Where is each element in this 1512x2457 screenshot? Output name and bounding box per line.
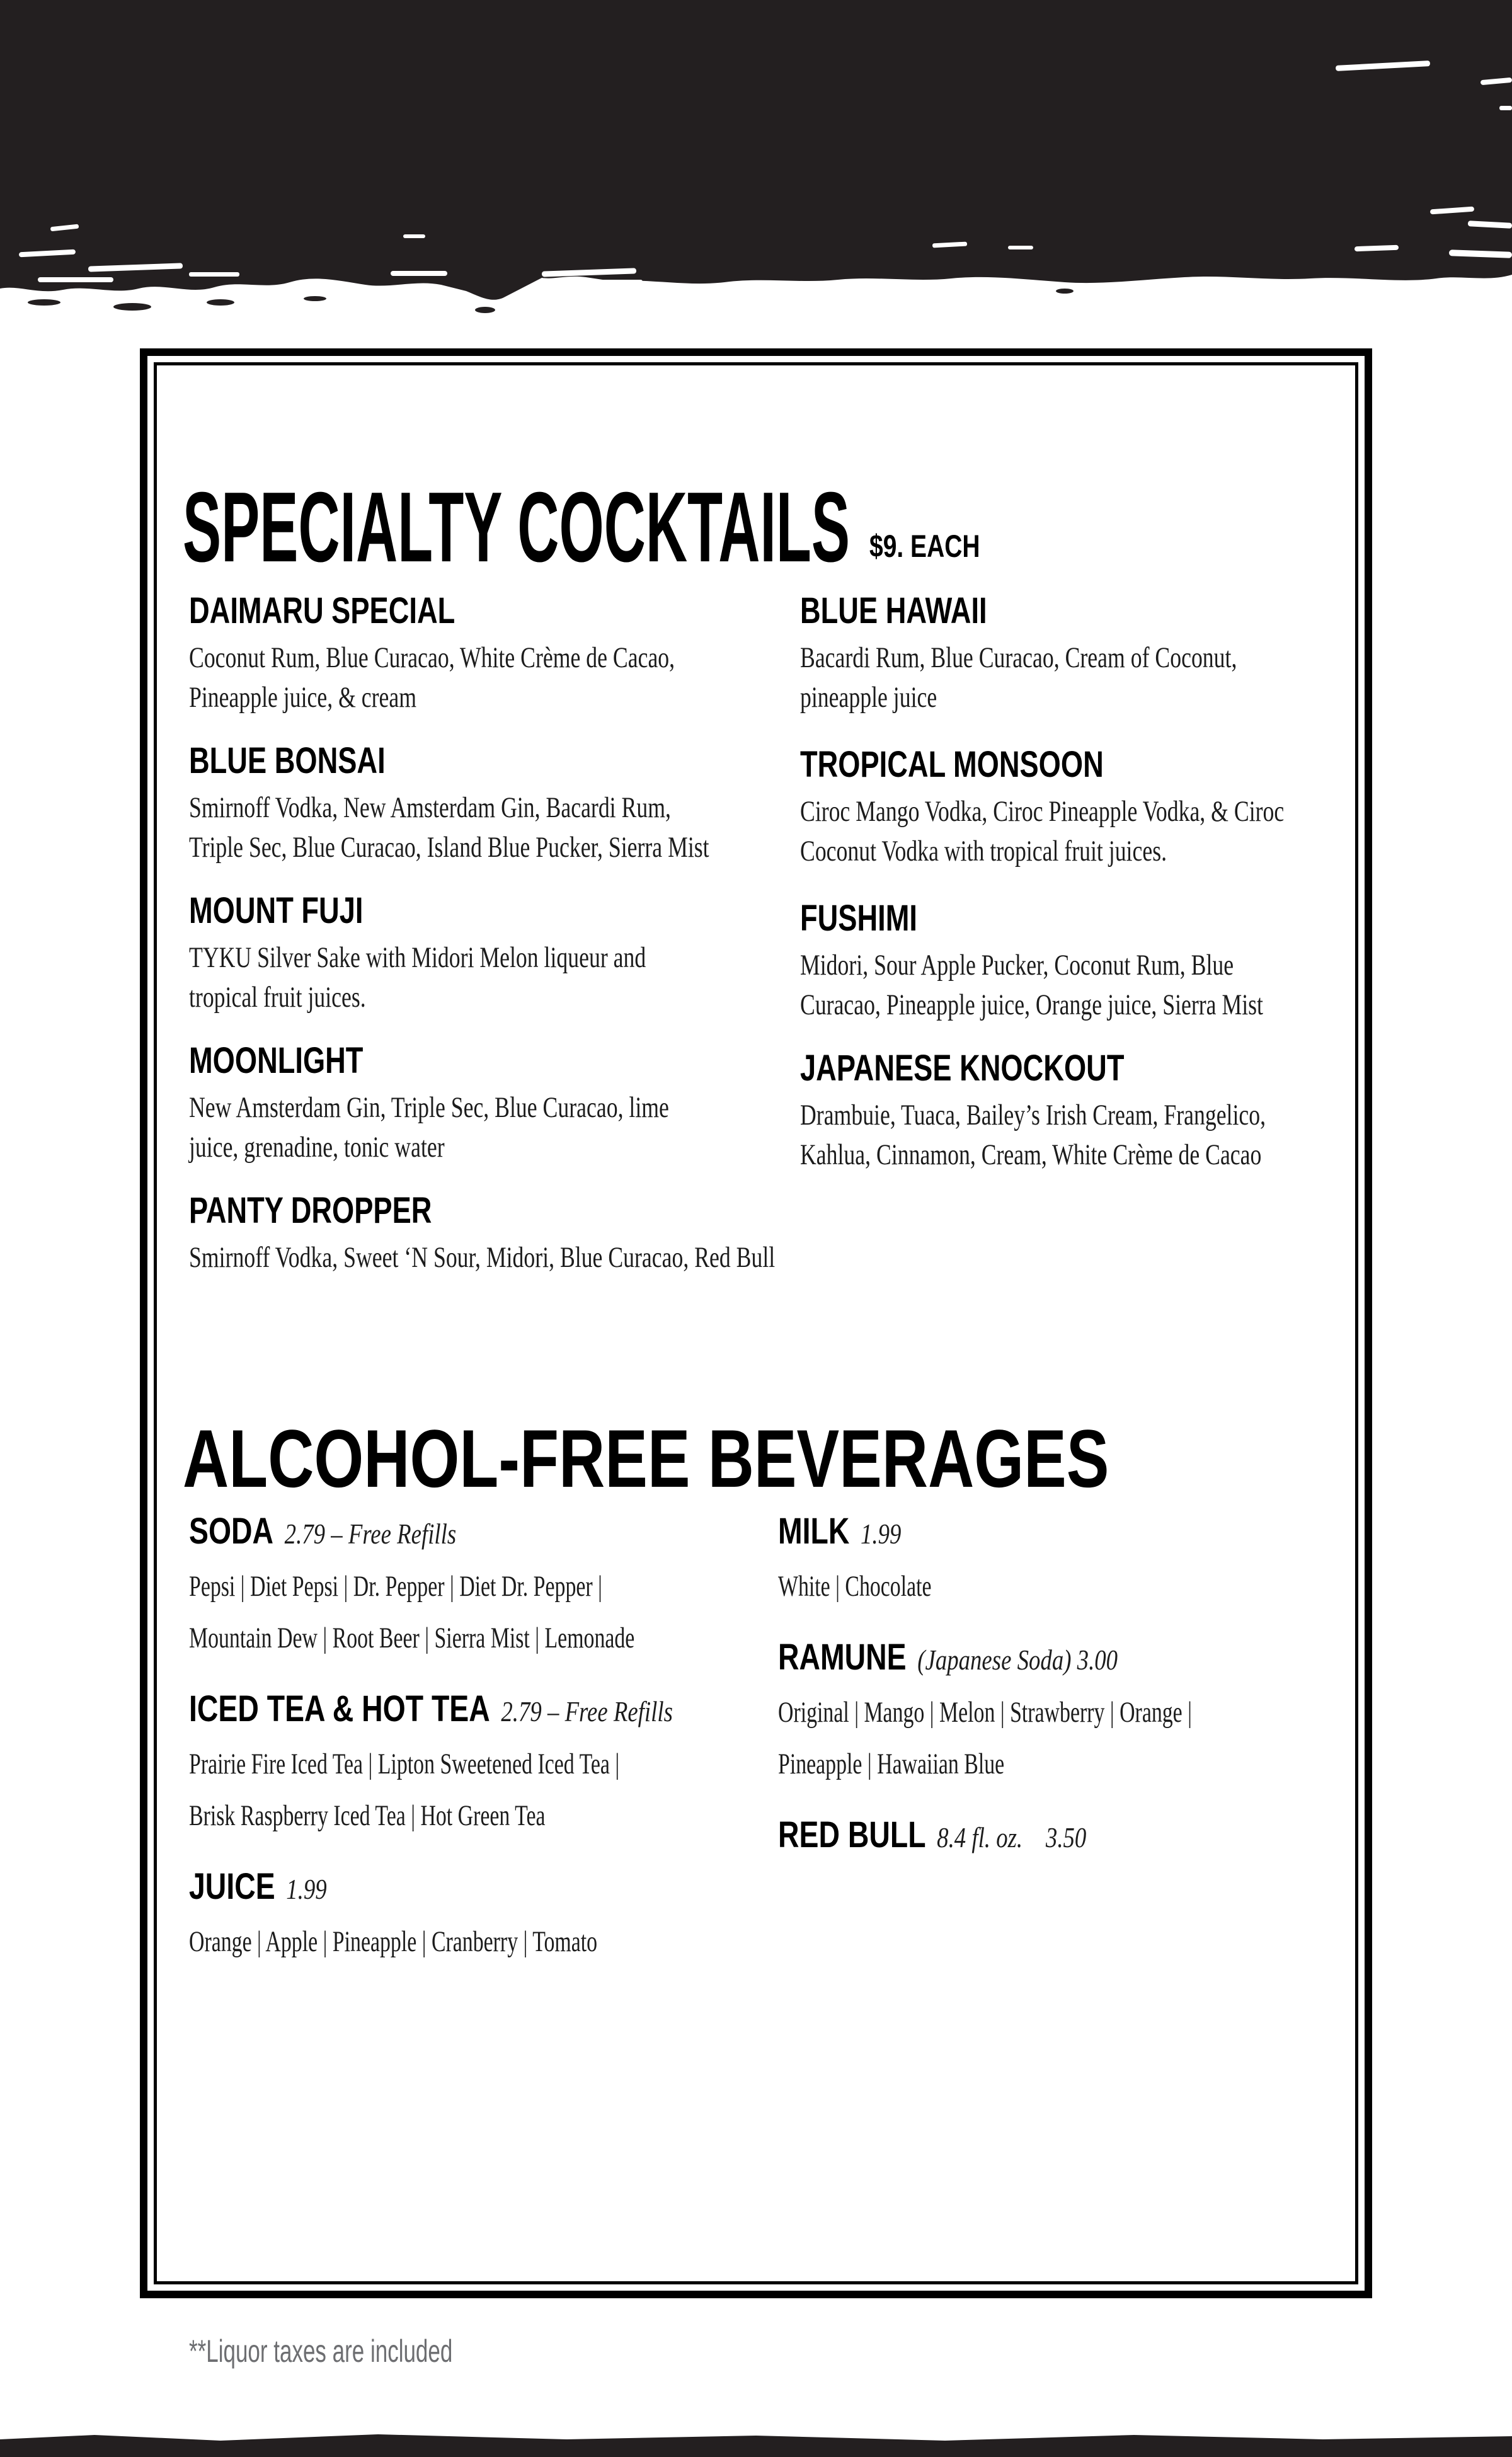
item-description-line: Triple Sec, Blue Curacao, Island Blue Pucker, Sierra Mist — [189, 831, 709, 864]
item-name: BLUE BONSAI — [189, 740, 386, 781]
item-description-line: Curacao, Pineapple juice, Orange juice, Sierra Mist — [800, 988, 1263, 1021]
item-name: JUICE — [189, 1866, 275, 1907]
item-price: (Japanese Soda) 3.00 — [917, 1644, 1118, 1676]
item-heading — [778, 1509, 1282, 1557]
menu-item-daimaru-special — [189, 589, 800, 718]
item-name: MILK — [778, 1511, 850, 1552]
item-description-line: New Amsterdam Gin, Triple Sec, Blue Curacao, lime — [189, 1091, 669, 1124]
item-name: RAMUNE — [778, 1637, 907, 1678]
item-description-line: Coconut Rum, Blue Curacao, White Crème de Cacao, — [189, 641, 675, 674]
specialty-cocktails-price-note: $9. EACH — [869, 529, 980, 564]
specialty-right-column — [800, 589, 1373, 1299]
specialty-left-column — [189, 589, 800, 1299]
item-description-line: Drambuie, Tuaca, Bailey’s Irish Cream, Frangelico, — [800, 1099, 1266, 1131]
item-heading — [189, 1509, 660, 1557]
item-option-line: Original | Mango | Melon | Strawberry | Orange | — [778, 1696, 1192, 1729]
item-description-line: juice, grenadine, tonic water — [189, 1131, 445, 1164]
item-price: 1.99 — [861, 1518, 902, 1550]
menu-item-iced-tea-hot-tea — [189, 1687, 778, 1841]
item-name: RED BULL — [778, 1814, 926, 1855]
item-name: BLUE HAWAII — [800, 590, 987, 631]
item-heading — [189, 1864, 660, 1912]
item-name: SODA — [189, 1511, 274, 1552]
item-option-line: Orange | Apple | Pineapple | Cranberry | Tomato — [189, 1925, 598, 1958]
item-option-line: Prairie Fire Iced Tea | Lipton Sweetened Iced Tea | — [189, 1748, 620, 1780]
item-description-line: pineapple juice — [800, 681, 937, 714]
item-name: PANTY DROPPER — [189, 1190, 432, 1231]
menu-item-soda — [189, 1509, 778, 1664]
item-name: FUSHIMI — [800, 898, 917, 939]
item-description-line: Bacardi Rum, Blue Curacao, Cream of Coconut, — [800, 641, 1237, 674]
menu-item-mount-fuji — [189, 889, 800, 1017]
item-heading — [189, 1687, 673, 1734]
item-price: 1.99 — [286, 1873, 327, 1905]
item-description-line: Ciroc Mango Vodka, Ciroc Pineapple Vodka, & Ciroc — [800, 795, 1285, 828]
brush-stroke-header — [0, 0, 1512, 315]
menu-item-tropical-monsoon — [800, 743, 1373, 871]
menu-item-blue-hawaii — [800, 589, 1373, 718]
item-option-line: Pepsi | Diet Pepsi | Dr. Pepper | Diet Dr. Pepper | — [189, 1570, 602, 1603]
menu-item-blue-bonsai — [189, 739, 800, 868]
menu-item-ramune — [778, 1635, 1408, 1790]
item-heading — [778, 1635, 1282, 1683]
item-heading — [778, 1813, 1282, 1860]
item-name: MOUNT FUJI — [189, 890, 364, 931]
menu-item-red-bull — [778, 1813, 1408, 1860]
item-description-line: Coconut Vodka with tropical fruit juices. — [800, 835, 1167, 868]
item-name: JAPANESE KNOCKOUT — [800, 1048, 1125, 1089]
item-description-line: Smirnoff Vodka, Sweet ‘N Sour, Midori, Blue Curacao, Red Bull — [189, 1241, 776, 1274]
item-option-line: White | Chocolate — [778, 1570, 932, 1603]
item-option-line: Pineapple | Hawaiian Blue — [778, 1748, 1005, 1780]
item-name: DAIMARU SPECIAL — [189, 590, 455, 631]
beverages-right-column — [778, 1509, 1408, 1990]
item-name: ICED TEA & HOT TEA — [189, 1688, 490, 1729]
item-description-line: TYKU Silver Sake with Midori Melon liqueur and — [189, 941, 646, 974]
menu-item-japanese-knockout — [800, 1046, 1373, 1175]
item-price: 2.79 – Free Refills — [284, 1518, 457, 1550]
item-description-line: tropical fruit juices. — [189, 981, 366, 1014]
menu-item-milk — [778, 1509, 1408, 1612]
item-name: TROPICAL MONSOON — [800, 744, 1104, 785]
item-name: MOONLIGHT — [189, 1040, 364, 1081]
liquor-tax-note: **Liquor taxes are included — [189, 2334, 453, 2369]
menu-item-fushimi — [800, 896, 1373, 1025]
specialty-cocktails-title: SPECIALTY COCKTAILS — [183, 472, 850, 583]
item-description-line: Midori, Sour Apple Pucker, Coconut Rum, Blue — [800, 949, 1234, 982]
item-price: 2.79 – Free Refills — [501, 1695, 673, 1727]
brush-fill — [0, 0, 1512, 300]
item-description-line: Smirnoff Vodka, New Amsterdam Gin, Bacardi Rum, — [189, 791, 671, 824]
item-description-line: Kahlua, Cinnamon, Cream, White Crème de Cacao — [800, 1138, 1262, 1171]
brush-specks — [28, 289, 1074, 313]
item-option-line: Mountain Dew | Root Beer | Sierra Mist | Lemonade — [189, 1622, 635, 1654]
beverages-columns — [189, 1509, 1408, 1990]
alcohol-free-beverages-title: ALCOHOL-FREE BEVERAGES — [183, 1412, 1109, 1504]
beverages-left-column — [189, 1509, 778, 1990]
item-description-line: Pineapple juice, & cream — [189, 681, 417, 714]
menu-item-juice — [189, 1864, 778, 1967]
specialty-columns — [189, 589, 1373, 1299]
menu-item-panty-dropper — [189, 1189, 800, 1278]
bottom-brush-strip — [0, 2432, 1512, 2457]
item-price: 8.4 fl. oz. 3.50 — [937, 1821, 1087, 1853]
menu-item-moonlight — [189, 1039, 800, 1167]
item-option-line: Brisk Raspberry Iced Tea | Hot Green Tea — [189, 1799, 546, 1832]
